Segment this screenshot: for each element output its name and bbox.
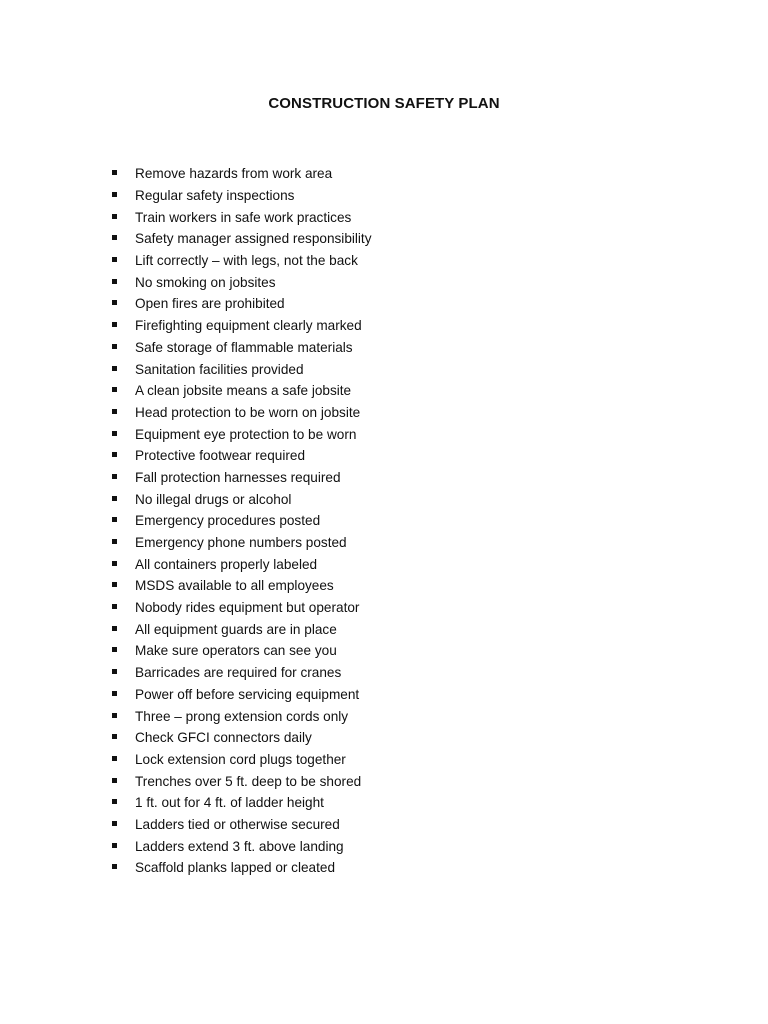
list-item: [112, 575, 372, 597]
list-item: [112, 640, 372, 662]
list-item-text: Nobody rides equipment but operator: [135, 600, 360, 616]
list-item: [112, 597, 372, 619]
list-item: [112, 315, 372, 337]
square-bullet-icon: [112, 322, 117, 327]
list-item-text: All containers properly labeled: [135, 556, 318, 572]
square-bullet-icon: [112, 366, 117, 371]
list-item-text: Emergency procedures posted: [135, 513, 321, 529]
list-item-text: Safe storage of flammable materials: [135, 339, 353, 355]
square-bullet-icon: [112, 647, 117, 652]
list-item-text: Firefighting equipment clearly marked: [135, 318, 362, 334]
square-bullet-icon: [112, 843, 117, 848]
list-item: [112, 293, 372, 315]
list-item: [112, 835, 372, 857]
list-item-text: Regular safety inspections: [135, 188, 295, 204]
list-item-text: Remove hazards from work area: [135, 166, 333, 182]
square-bullet-icon: [112, 214, 117, 219]
list-item-text: Head protection to be worn on jobsite: [135, 404, 361, 420]
list-item: [112, 488, 372, 510]
square-bullet-icon: [112, 778, 117, 783]
list-item: [112, 792, 372, 814]
safety-items-list: [112, 163, 372, 879]
list-item-text: Three – prong extension cords only: [135, 708, 349, 724]
list-item: [112, 814, 372, 836]
square-bullet-icon: [112, 539, 117, 544]
square-bullet-icon: [112, 756, 117, 761]
square-bullet-icon: [112, 279, 117, 284]
list-item-text: Barricades are required for cranes: [135, 665, 342, 681]
list-item-text: No illegal drugs or alcohol: [135, 491, 292, 507]
square-bullet-icon: [112, 344, 117, 349]
square-bullet-icon: [112, 170, 117, 175]
square-bullet-icon: [112, 864, 117, 869]
list-item-text: Ladders extend 3 ft. above landing: [135, 838, 344, 854]
list-item: [112, 727, 372, 749]
list-item: [112, 705, 372, 727]
list-item-text: No smoking on jobsites: [135, 274, 276, 290]
list-item: [112, 662, 372, 684]
square-bullet-icon: [112, 582, 117, 587]
square-bullet-icon: [112, 561, 117, 566]
list-item: [112, 358, 372, 380]
list-item-text: Scaffold planks lapped or cleated: [135, 860, 336, 876]
square-bullet-icon: [112, 517, 117, 522]
square-bullet-icon: [112, 257, 117, 262]
list-item-text: Check GFCI connectors daily: [135, 730, 312, 746]
list-item-text: Lock extension cord plugs together: [135, 751, 346, 767]
list-item-text: Open fires are prohibited: [135, 296, 285, 312]
list-item: [112, 553, 372, 575]
list-item-text: A clean jobsite means a safe jobsite: [135, 383, 352, 399]
square-bullet-icon: [112, 604, 117, 609]
list-item-text: Emergency phone numbers posted: [135, 535, 347, 551]
list-item-text: 1 ft. out for 4 ft. of ladder height: [135, 795, 324, 811]
list-item-text: Ladders tied or otherwise secured: [135, 816, 340, 832]
list-item-text: All equipment guards are in place: [135, 621, 337, 637]
square-bullet-icon: [112, 713, 117, 718]
square-bullet-icon: [112, 691, 117, 696]
square-bullet-icon: [112, 235, 117, 240]
square-bullet-icon: [112, 734, 117, 739]
square-bullet-icon: [112, 496, 117, 501]
list-item: [112, 770, 372, 792]
list-item-text: Make sure operators can see you: [135, 643, 337, 659]
list-item: [112, 163, 372, 185]
list-item: [112, 445, 372, 467]
square-bullet-icon: [112, 300, 117, 305]
list-item: [112, 228, 372, 250]
square-bullet-icon: [112, 799, 117, 804]
list-item-text: Power off before servicing equipment: [135, 686, 360, 702]
list-item: [112, 380, 372, 402]
square-bullet-icon: [112, 626, 117, 631]
list-item-text: Train workers in safe work practices: [135, 209, 352, 225]
list-item: [112, 250, 372, 272]
square-bullet-icon: [112, 409, 117, 414]
list-item-text: Lift correctly – with legs, not the back: [135, 253, 358, 269]
list-item: [112, 402, 372, 424]
square-bullet-icon: [112, 452, 117, 457]
list-item-text: MSDS available to all employees: [135, 578, 334, 594]
square-bullet-icon: [112, 431, 117, 436]
list-item: [112, 618, 372, 640]
square-bullet-icon: [112, 669, 117, 674]
list-item-text: Sanitation facilities provided: [135, 361, 304, 377]
square-bullet-icon: [112, 821, 117, 826]
square-bullet-icon: [112, 474, 117, 479]
list-item: [112, 532, 372, 554]
list-item: [112, 684, 372, 706]
list-item-text: Safety manager assigned responsibility: [135, 231, 372, 247]
list-item-text: Protective footwear required: [135, 448, 306, 464]
list-item-text: Equipment eye protection to be worn: [135, 426, 357, 442]
list-item: [112, 337, 372, 359]
square-bullet-icon: [112, 192, 117, 197]
list-item: [112, 423, 372, 445]
list-item: [112, 467, 372, 489]
list-item: [112, 749, 372, 771]
list-item: [112, 271, 372, 293]
list-item-text: Trenches over 5 ft. deep to be shored: [135, 773, 362, 789]
list-item: [112, 510, 372, 532]
document-title: CONSTRUCTION SAFETY PLAN: [268, 95, 500, 112]
list-item: [112, 857, 372, 879]
list-item: [112, 185, 372, 207]
square-bullet-icon: [112, 387, 117, 392]
list-item-text: Fall protection harnesses required: [135, 469, 341, 485]
list-item: [112, 206, 372, 228]
